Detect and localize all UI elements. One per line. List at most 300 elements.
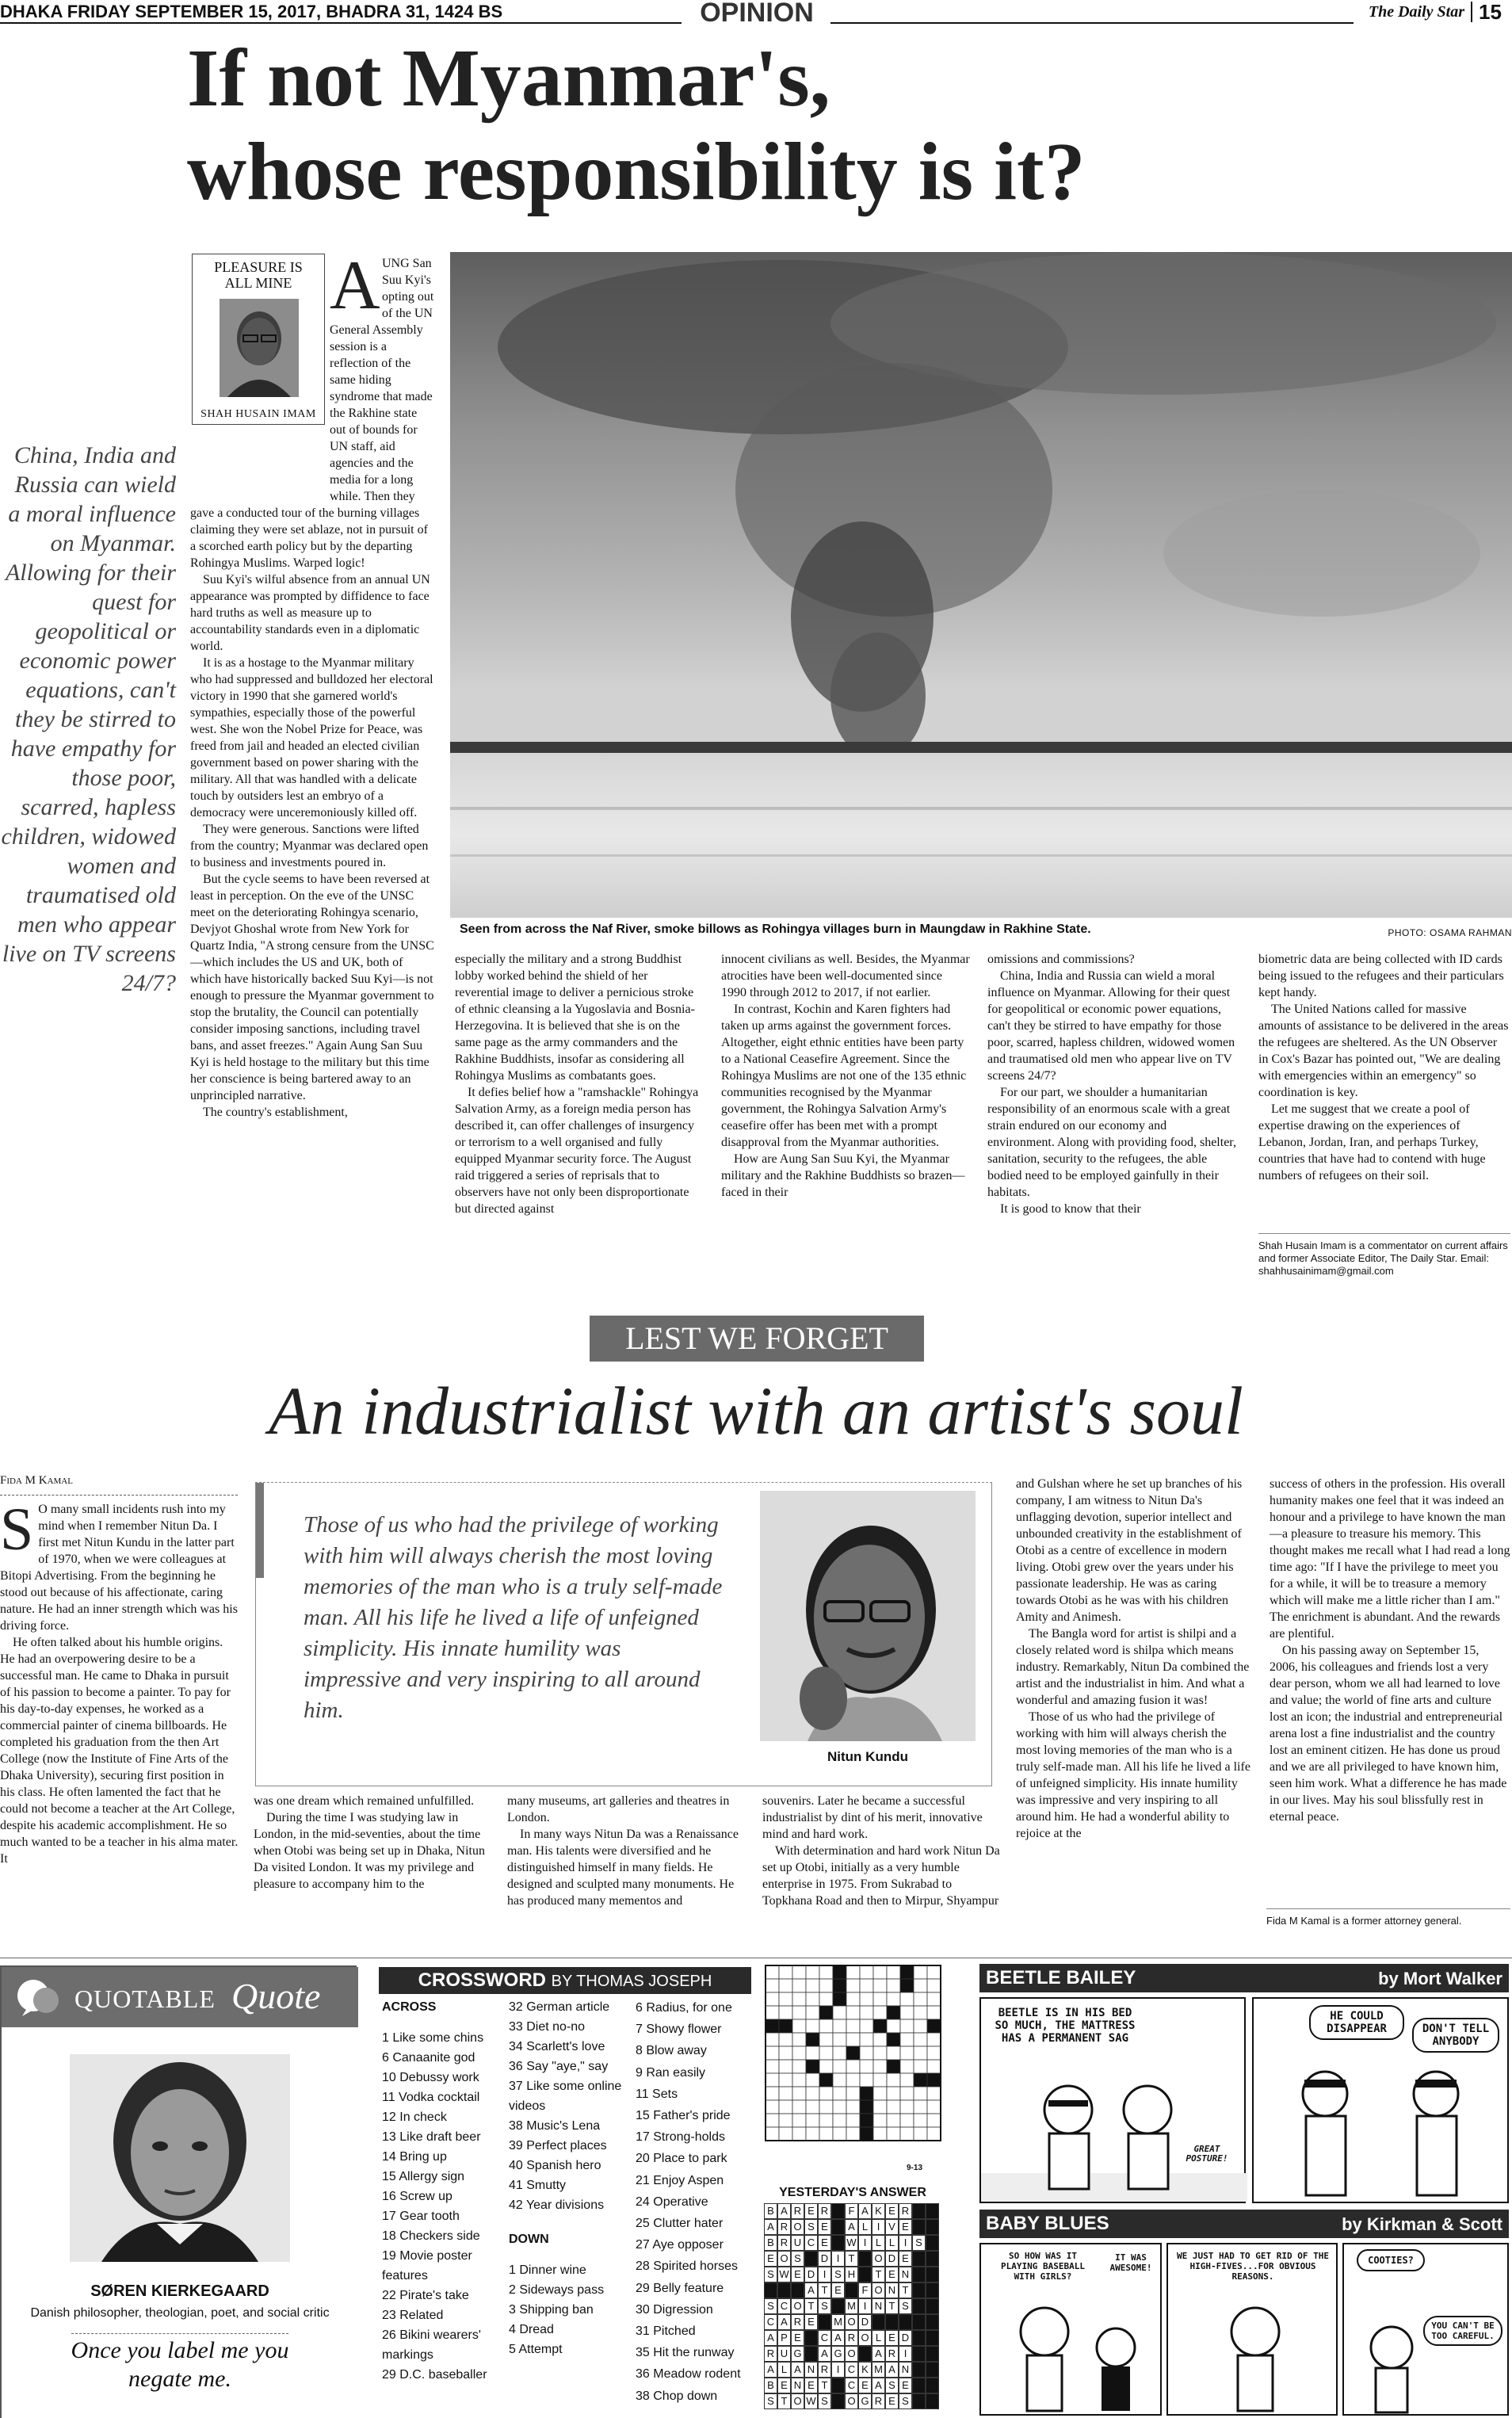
grid-block (873, 2019, 887, 2033)
clue: 2 Sideways pass (509, 2283, 605, 2297)
down-clues-c (636, 1997, 754, 2407)
answer-block (831, 2298, 845, 2314)
clue: 22 Pirate's take (382, 2289, 469, 2302)
grid-cell (860, 1965, 873, 1979)
pullquote: China, India and Russia can wield a moral influence on Myanmar. Allowing for their quest for geopolitical or economic power equations, can't they be stirred to have empathy for those poor, scarred, hapless children, widowed women and traumatised old men who appear live on TV screens 24/7? (1, 442, 176, 996)
grid-block (860, 2087, 873, 2100)
grid-cell (873, 2100, 887, 2114)
answer-cell: O (777, 2251, 791, 2267)
answer-block (858, 2267, 872, 2282)
clue: 1 Dinner wine (509, 2263, 586, 2277)
grid-cell (779, 1965, 792, 1979)
babyblues-panel-3 (1342, 2243, 1509, 2416)
grid-cell (806, 2127, 819, 2141)
answer-block (912, 2298, 926, 2314)
answer-cell: O (845, 2393, 858, 2409)
grid-cell (927, 1992, 941, 2006)
beetle-header (979, 1964, 1509, 1992)
clue: 21 Enjoy Aspen (636, 2173, 724, 2187)
answer-cell: T (818, 2282, 831, 2298)
answer-cell: B (764, 2203, 777, 2219)
crossword-grid (764, 1964, 941, 2172)
grid-cell (792, 2046, 806, 2060)
answer-cell: S (831, 2267, 845, 2282)
grid-cell (900, 2114, 914, 2127)
grid-block (887, 2060, 900, 2073)
answer-block (804, 2251, 818, 2267)
clue: 36 Meadow rodent (636, 2367, 741, 2382)
beetle-panel-1-art (981, 2062, 1247, 2202)
answer-cell: C (804, 2235, 818, 2251)
paragraph: It is as a hostage to the Myanmar military who had suppressed and bulldozed her electoral victory in 1990 that she garnered world's sympathies, especially those of the powerful west. She won the Nobel Prize for Peace, was freed from jail and headed an elected civilian government based on power sharing with the military. All that was handled with a delicate touch by outsiders lest an embryo of a democracy were unceremoniously killed off. (190, 656, 433, 819)
answer-cell: C (845, 2362, 858, 2378)
article1-col3 (721, 951, 970, 1201)
clue: 40 Spanish hero (509, 2159, 601, 2172)
grid-cell (927, 1965, 941, 1979)
answer-block (858, 2346, 872, 2362)
across-clues-b (509, 1997, 628, 2359)
answer-cell: E (777, 2378, 791, 2393)
paragraph: was one dream which remained unfulfilled. (254, 1794, 475, 1808)
photo-credit: PHOTO: OSAMA RAHMAN (1388, 927, 1512, 938)
clue: 17 Strong-holds (636, 2130, 725, 2145)
answer-cell: F (845, 2203, 858, 2219)
answer-title: YESTERDAY'S ANSWER (779, 2186, 926, 2199)
paragraph: many museums, art galleries and theatres in London. (507, 1794, 730, 1824)
grid-cell (900, 2100, 914, 2114)
page-number: 15 (1479, 0, 1502, 24)
grid-cell (900, 2006, 914, 2019)
grid-cell (887, 2073, 900, 2087)
grid-cell (846, 2033, 860, 2046)
grid-cell (873, 2060, 887, 2073)
grid-cell (833, 2100, 846, 2114)
clue: 29 D.C. baseballer (382, 2368, 487, 2382)
answer-block (791, 2282, 804, 2298)
intro-paragraph (190, 247, 436, 571)
answer-cell: E (885, 2267, 899, 2282)
puzzle-date: 9-13 (907, 2164, 923, 2172)
answer-block (926, 2235, 939, 2251)
paragraph: In contrast, Kochin and Karen fighters had taken up arms against the government forces. Altogether, eight ethnic entities have been party to a National Ceasefire Agreement. Since the Rohingya Muslims are not one of the 135 ethnic communities recognised by the Myanmar government, the Rohingya Salvation Army's ceasefire offer has been met with a prompt disapproval from the Myanmar authorities. (721, 1003, 967, 1149)
article1-col2 (455, 951, 704, 1217)
grid-block (806, 2033, 819, 2046)
answer-cell: N (885, 2282, 899, 2298)
grid-cell (914, 1992, 927, 2006)
crossword-header (379, 1967, 751, 1994)
photo-caption: Nitun Kundu (827, 1749, 908, 1764)
answer-cell: E (818, 2219, 831, 2235)
grid-block (819, 2006, 833, 2019)
clue: 8 Blow away (636, 2044, 707, 2058)
article2-pullquote: Those of us who had the privilege of working with him will always cherish the most loving memories of the man who is a truly self-made man. All his life he lived a life of unfeigned simplicity. His innate humility was impressive and very inspiring to all around him. (304, 1512, 723, 1723)
answer-cell: S (885, 2378, 899, 2393)
photo-caption: Seen from across the Naf River, smoke billows as Rohingya villages burn in Maungdaw in Rakhine State. (460, 923, 1091, 936)
clue: 32 German article (509, 2000, 610, 2014)
answer-cell: R (818, 2203, 831, 2219)
clue: 14 Bring up (382, 2150, 447, 2164)
grid-cell (779, 2127, 792, 2141)
grid-cell (927, 2033, 941, 2046)
clue: 11 Vodka cocktail (382, 2091, 480, 2104)
grid-cell (887, 2019, 900, 2033)
grid-cell (779, 1992, 792, 2006)
grid-cell (860, 2019, 873, 2033)
grid-block (914, 2073, 927, 2087)
paragraph: The Bangla word for artist is shilpi and a closely related word is shilpa which means industry. Remarkably, Nitun Da combined the artist and the industrialist in him. And what a wonderful and amazing fusion it was! (1016, 1627, 1250, 1707)
clue: 28 Spirited horses (636, 2259, 738, 2274)
answer-cell: R (764, 2346, 777, 2362)
answer-block (912, 2330, 926, 2346)
answer-cell: D (885, 2251, 899, 2267)
grid-cell (806, 2087, 819, 2100)
article2-col2 (254, 1793, 491, 1893)
quote-header (2, 1967, 358, 2027)
answer-cell: U (791, 2235, 804, 2251)
grid-cell (873, 2073, 887, 2087)
paragraph: The country's establishment, (203, 1106, 348, 1119)
grid-block (806, 2060, 819, 2073)
grid-cell (887, 2046, 900, 2060)
answer-cell: E (831, 2282, 845, 2298)
clue: 17 Gear tooth (382, 2210, 460, 2223)
answer-block (926, 2362, 939, 2378)
paragraph: The United Nations called for massive amounts of assistance to be delivered in the areas the refugees are sheltered. As the UN Observer in Cox's Bazar has pointed out, "We are dealing with emergencies within an emergency" so coordination is key. (1258, 1003, 1509, 1099)
answer-cell: O (845, 2314, 858, 2330)
grid-cell (860, 2046, 873, 2060)
grid-cell (806, 2100, 819, 2114)
article2-col3 (507, 1793, 745, 1909)
paragraph: biometric data are being collected with ID cards being issued to the refugees and their particulars kept handy. (1258, 953, 1504, 999)
quote-line-1: Once you label me you (71, 2333, 289, 2363)
grid-block (887, 2033, 900, 2046)
grid-cell (927, 2114, 941, 2127)
beetle-panel-2-art (1254, 2062, 1510, 2202)
grid-cell (914, 2100, 927, 2114)
answer-cell: S (912, 2235, 926, 2251)
answer-cell: N (791, 2378, 804, 2393)
article2-col1 (0, 1496, 239, 1867)
answer-block (804, 2330, 818, 2346)
grid-cell (887, 2114, 900, 2127)
grid-cell (860, 2060, 873, 2073)
grid-cell (806, 2073, 819, 2087)
grid-cell (819, 2033, 833, 2046)
answer-block (926, 2298, 939, 2314)
clue: 24 Operative (636, 2195, 708, 2209)
answer-cell: E (899, 2251, 912, 2267)
answer-block (926, 2203, 939, 2219)
answer-cell: N (804, 2362, 818, 2378)
grid-cell (846, 1992, 860, 2006)
paragraph: success of others in the profession. His overall humanity makes one feel that it was indeed an honour and a privilege to have known the man—a pleasure to treasure his memory. This thought makes me recall what I had read a long time ago: "If I have the privilege to meet you for a while, it will be to treasure a memory which will make me a little richer than I am." The enrichment is abundant. And the rewards are plentiful. (1270, 1477, 1510, 1641)
grid-cell (914, 2127, 927, 2141)
intro-text: O many small incidents rush into my mind when I remember Nitun Da. I first met Nitun Kundu in the latter part of 1970, when we were colleagues at Bitopi Advertising. From the beginning he stood out because of his affectionate, caring nature. He had an inner strength which was his driving force. (0, 1503, 238, 1633)
clue: 38 Music's Lena (509, 2119, 601, 2133)
answer-block (777, 2282, 791, 2298)
grid-cell (887, 2087, 900, 2100)
grid-cell (846, 2019, 860, 2033)
dateline: DHAKA FRIDAY SEPTEMBER 15, 2017, BHADRA 31, 1424 BS (0, 2, 503, 21)
answer-block (912, 2378, 926, 2393)
answer-cell: I (899, 2346, 912, 2362)
paragraph: It is good to know that their (1000, 1202, 1141, 1216)
babyblues-byline: by Kirkman & Scott (1342, 2214, 1502, 2234)
answer-block (912, 2314, 926, 2330)
answer-cell: K (858, 2362, 872, 2378)
grid-block (766, 2019, 779, 2033)
grid-cell (833, 2087, 846, 2100)
grid-cell (914, 2114, 927, 2127)
grid-cell (819, 2060, 833, 2073)
across-label: ACROSS (382, 2000, 437, 2014)
answer-block (912, 2267, 926, 2282)
answer-cell: D (818, 2251, 831, 2267)
answer-cell: R (777, 2219, 791, 2235)
clue: 31 Pitched (636, 2324, 696, 2339)
across-clues-a (382, 1997, 499, 2385)
grid-cell (900, 1992, 914, 2006)
answer-cell: L (872, 2330, 885, 2346)
news-photo (450, 252, 1512, 918)
answer-cell: T (818, 2378, 831, 2393)
clue: 23 Related (382, 2309, 444, 2322)
answer-block (912, 2251, 926, 2267)
grid-cell (900, 2060, 914, 2073)
article1-col1 (190, 247, 436, 1121)
answer-cell: A (777, 2314, 791, 2330)
paragraph: innocent civilians as well. Besides, the Myanmar atrocities have been well-documented since 1990 through 2012 to 2017, if not earlier. (721, 953, 970, 999)
beetle-strip (979, 1997, 1509, 2203)
down-label: DOWN (509, 2233, 549, 2246)
answer-cell: T (899, 2282, 912, 2298)
grid-cell (833, 2033, 846, 2046)
grid-block (860, 2114, 873, 2127)
babyblues-panel-2 (1166, 2243, 1338, 2416)
kicker-banner: LEST WE FORGET (590, 1316, 924, 1362)
grid-cell (766, 2073, 779, 2087)
clue: 1 Like some chins (382, 2031, 484, 2045)
grid-block (887, 2006, 900, 2019)
grid-cell (766, 1992, 779, 2006)
grid-cell (779, 2033, 792, 2046)
grid-block (819, 2073, 833, 2087)
clue: 7 Showy flower (636, 2023, 722, 2037)
grid-block (833, 1965, 846, 1979)
answer-cell: S (899, 2393, 912, 2409)
section-label: OPINION (700, 0, 814, 28)
clue: 13 Like draft beer (382, 2130, 481, 2144)
grid-cell (819, 1979, 833, 1992)
grid-cell (900, 2087, 914, 2100)
clue: 20 Place to park (636, 2152, 727, 2166)
answer-cell: K (872, 2203, 885, 2219)
paragraph: With determination and hard work Nitun Da set up Otobi, initially as a very humble enterprise in 1975. From Sukrabad to Topkhana Road and then to Mirpur, Shyampur (762, 1844, 1000, 1908)
answer-cell: A (777, 2203, 791, 2219)
answer-cell: R (818, 2362, 831, 2378)
grid-cell (846, 2114, 860, 2127)
babyblues-bubble-1: SO HOW WAS IT PLAYING BASEBALL WITH GIRLS? (984, 2248, 1102, 2285)
grid-cell (819, 2019, 833, 2033)
clue: 29 Belly feature (636, 2281, 724, 2295)
answer-cell: E (791, 2267, 804, 2282)
grid-cell (860, 2073, 873, 2087)
grid-cell (766, 1979, 779, 1992)
answer-cell: R (791, 2314, 804, 2330)
answer-block (926, 2330, 939, 2346)
grid-cell (873, 1965, 887, 1979)
clue: 15 Allergy sign (382, 2170, 465, 2183)
clue: 37 Like some online videos (509, 2080, 622, 2113)
grid-cell (873, 1992, 887, 2006)
answer-block (926, 2219, 939, 2235)
answer-block (845, 2282, 858, 2298)
column-name: PLEASURE IS ALL MINE (214, 259, 303, 291)
answer-cell: H (845, 2267, 858, 2282)
babyblues-bubble-2: IT WAS AWESOME! (1103, 2249, 1159, 2276)
answer-cell: R (845, 2330, 858, 2346)
answer-block (899, 2314, 912, 2330)
grid-cell (873, 2046, 887, 2060)
grid-cell (914, 2006, 927, 2019)
answer-cell: S (764, 2393, 777, 2409)
grid-cell (792, 2060, 806, 2073)
grid-cell (819, 1992, 833, 2006)
answer-cell: A (818, 2346, 831, 2362)
clue: 15 Father's pride (636, 2109, 731, 2123)
grid-cell (846, 2127, 860, 2141)
answer-block (858, 2251, 872, 2267)
grid-cell (779, 2060, 792, 2073)
quote-author: SØREN KIERKEGAARD (90, 2282, 269, 2300)
grid-cell (792, 2114, 806, 2127)
paragraph: China, India and Russia can wield a moral influence on Myanmar. Allowing for their quest for geopolitical or economic power equations, can't they be stirred to have empathy for those poor, scarred, hapless children, widowed women and traumatised old men who appear live on TV screens 24/7? (987, 969, 1235, 1083)
answer-block (926, 2314, 939, 2330)
answer-block (926, 2346, 939, 2362)
answer-block (804, 2346, 818, 2362)
answer-cell: C (845, 2378, 858, 2393)
nitun-kundu-photo (760, 1491, 976, 1741)
grid-cell (927, 2006, 941, 2019)
answer-cell: R (872, 2393, 885, 2409)
answer-cell: U (777, 2346, 791, 2362)
grid-cell (846, 2060, 860, 2073)
grid-cell (833, 2060, 846, 2073)
answer-cell: R (777, 2235, 791, 2251)
answer-cell: E (804, 2203, 818, 2219)
paragraph: They were generous. Sanctions were lifted from the country; Myanmar was declared open to business and investments poured in. (190, 823, 429, 869)
headline (187, 32, 1296, 219)
clue: 19 Movie poster features (382, 2249, 472, 2282)
clue: 25 Clutter hater (636, 2217, 724, 2231)
grid-cell (887, 1992, 900, 2006)
paragraph: and Gulshan where he set up branches of his company, I am witness to Nitun Da's unflagging devotion, superior intellect and unbounded creativity in the establishment of Otobi as a centre of excellence in modern living. Otobi grew over the years under his passionate leadership. He was as caring towards Otobi as he was with his children Amity and Animesh. (1016, 1477, 1243, 1624)
answer-cell: A (845, 2219, 858, 2235)
answer-cell: I (831, 2251, 845, 2267)
answer-cell: V (885, 2219, 899, 2235)
paragraph: especially the military and a strong Buddhist lobby worked behind the shield of her reverential image to deliver a pernicious stroke of ethnic cleansing a la Yugoslavia and Bosnia-Herzegovina. It is believed that she is on the same page as the army commanders and the Rakhine Buddhists, insofar as considering all Rohingya Muslims as combatants goes. (455, 953, 695, 1083)
answer-cell: A (764, 2219, 777, 2235)
clue: 5 Attempt (509, 2343, 563, 2356)
answer-cell: N (899, 2267, 912, 2282)
intro-paragraph (0, 1496, 239, 1634)
grid-cell (806, 2114, 819, 2127)
headline-line-2: whose responsibility is it? (187, 126, 1086, 217)
clue: 30 Digression (636, 2302, 713, 2317)
answer-cell: O (845, 2346, 858, 2362)
answer-cell: C (818, 2330, 831, 2346)
grid-cell (779, 2114, 792, 2127)
clue: 6 Canaanite god (382, 2051, 475, 2065)
quote-header-b: Quote (231, 1976, 321, 2016)
clue: 10 Debussy work (382, 2071, 479, 2084)
answer-cell: T (777, 2393, 791, 2409)
grid-cell (914, 1979, 927, 1992)
answer-cell: T (872, 2267, 885, 2282)
paragraph: It defies belief how a "ramshackle" Rohingya Salvation Army, as a foreign media person has described it, can offer challenges of insurgency or terrorism to a well organised and fully equipped Myanmar security force. The August raid triggered a series of reprisals that to observers have not only been disproportionate but directed against (455, 1086, 699, 1216)
quote-line-2: negate me. (128, 2366, 231, 2392)
grid-cell (819, 2046, 833, 2060)
answer-cell: G (791, 2346, 804, 2362)
answer-cell: A (872, 2378, 885, 2393)
answer-cell: F (858, 2282, 872, 2298)
paragraph: Let me suggest that we create a pool of expertise drawing on the experiences of Lebanon, Jordan, Iran, and perhaps Turkey, countries that have had to contend with huge numbers of refugees on their soil. (1258, 1102, 1486, 1182)
answer-cell: R (899, 2203, 912, 2219)
grid-cell (833, 2073, 846, 2087)
answer-cell: T (885, 2298, 899, 2314)
grid-cell (914, 2033, 927, 2046)
grid-cell (792, 2127, 806, 2141)
answer-block (912, 2346, 926, 2362)
answer-block (764, 2282, 777, 2298)
grid-cell (766, 2100, 779, 2114)
answer-cell: E (899, 2378, 912, 2393)
answer-cell: E (885, 2203, 899, 2219)
grid-cell (766, 2087, 779, 2100)
answer-cell: O (872, 2282, 885, 2298)
answer-cell: B (764, 2378, 777, 2393)
grid-cell (792, 1965, 806, 1979)
comics-section (967, 1962, 1512, 2418)
answer-cell: T (804, 2298, 818, 2314)
answer-cell: S (899, 2298, 912, 2314)
answer-cell: I (858, 2235, 872, 2251)
grid-cell (819, 2127, 833, 2141)
paragraph: Those of us who had the privilege of working with him will always cherish the most loving memories of the man who is a truly self-made man. All his life he lived a life of unfeigned simplicity. His innate humility was impressive and very inspiring to all around him. He had a wonderful ability to rejoice at the (1016, 1710, 1250, 1840)
babyblues-panel-1-art (981, 2292, 1163, 2416)
headline-line-1: If not Myanmar's, (187, 32, 830, 124)
paragraph: How are Aung San Suu Kyi, the Myanmar military and the Rakhine Buddhists so brazen—faced in their (721, 1152, 965, 1199)
grid-cell (914, 2046, 927, 2060)
grid-cell (766, 2046, 779, 2060)
clue: 6 Radius, for one (636, 2001, 732, 2015)
grid-cell (806, 1979, 819, 1992)
grid-cell (779, 2087, 792, 2100)
grid-cell (792, 2087, 806, 2100)
paragraph: But the cycle seems to have been reversed at least in perception. On the eve of the UNSC meet on the deteriorating Rohingya scenario, Devjyot Ghoshal wrote from New York for Quartz India, "A strong censure from the UNSC—which includes the US and UK, both of which have historically backed Suu Kyi—is not enough to pressure the Myanmar government to stop the brutality, the Council can potentially consider imposing sanctions, including travel bans, and asset freezes." Again Aung San Suu Kyi is held hostage to the military but this time her conscience is being bartered away to an unprincipled narrative. (190, 873, 434, 1102)
answer-cell: I (818, 2267, 831, 2282)
answer-block (926, 2378, 939, 2393)
crossword-byline: BY THOMAS JOSEPH (551, 1973, 712, 1990)
answer-cell: O (791, 2298, 804, 2314)
grid-cell (833, 2127, 846, 2141)
answer-cell: W (804, 2393, 818, 2409)
beetle-bubble-1: BEETLE IS IN HIS BED SO MUCH, THE MATTRESS HAS A PERMANENT SAG (986, 2004, 1144, 2048)
paragraph: souvenirs. Later he became a successful industrialist by dint of his merit, innovative mind and hard work. (762, 1794, 983, 1841)
answer-cell: E (858, 2378, 872, 2393)
answer-block (831, 2219, 845, 2235)
article2-col4 (762, 1793, 1000, 1909)
